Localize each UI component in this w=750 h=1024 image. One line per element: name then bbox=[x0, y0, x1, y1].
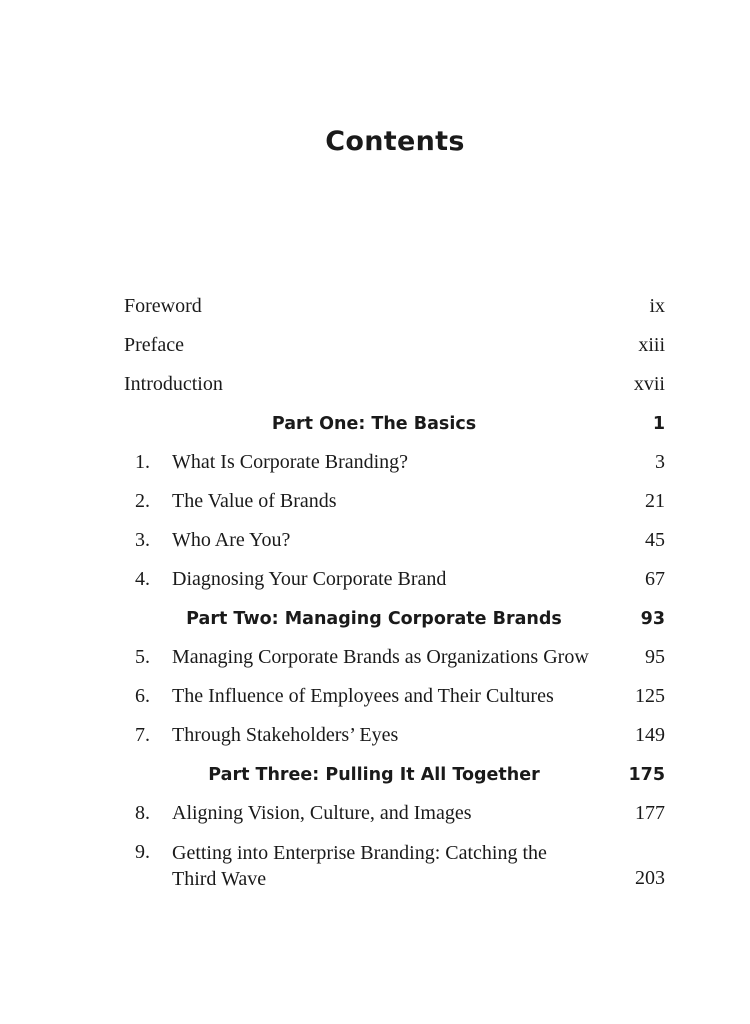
chapter-number: 1. bbox=[135, 451, 150, 473]
toc-entry-introduction[interactable] bbox=[124, 365, 665, 404]
chapter-number: 8. bbox=[135, 802, 150, 824]
entry-page-number: xvii bbox=[633, 373, 665, 395]
chapter-number: 3. bbox=[135, 529, 150, 551]
toc-part-heading-two[interactable] bbox=[124, 599, 665, 638]
entry-label: Foreword bbox=[124, 295, 202, 317]
toc-part-heading-three[interactable] bbox=[124, 755, 665, 794]
entry-label: Introduction bbox=[124, 373, 223, 395]
chapter-number: 9. bbox=[135, 841, 150, 863]
toc-part-heading-one[interactable] bbox=[124, 404, 665, 443]
toc-chapter-7[interactable] bbox=[124, 716, 665, 755]
chapter-page-number: 125 bbox=[635, 685, 665, 707]
chapter-title: Through Stakeholders’ Eyes bbox=[172, 724, 399, 746]
chapter-title: What Is Corporate Branding? bbox=[172, 451, 409, 473]
toc-chapter-2[interactable] bbox=[124, 482, 665, 521]
toc-entry-preface[interactable] bbox=[124, 326, 665, 365]
chapter-page-number: 3 bbox=[655, 451, 665, 473]
chapter-title: Who Are You? bbox=[172, 529, 291, 551]
chapter-number: 6. bbox=[135, 685, 150, 707]
chapter-title: Getting into Enterprise Branding: Catching the Third Wave bbox=[172, 842, 547, 890]
toc-chapter-5[interactable] bbox=[124, 638, 665, 677]
toc-chapter-1[interactable] bbox=[124, 443, 665, 482]
chapter-title: The Value of Brands bbox=[172, 490, 337, 512]
part-label: Part Two: Managing Corporate Brands bbox=[186, 609, 562, 629]
part-page-number: 175 bbox=[628, 765, 665, 785]
chapter-page-number: 21 bbox=[645, 490, 665, 512]
toc-chapter-3[interactable] bbox=[124, 521, 665, 560]
part-page-number: 1 bbox=[652, 414, 665, 434]
chapter-page-number: 67 bbox=[645, 568, 665, 590]
table-of-contents bbox=[124, 287, 665, 899]
chapter-page-number: 95 bbox=[645, 646, 665, 668]
page-title: Contents bbox=[325, 126, 465, 157]
entry-label: Preface bbox=[124, 334, 184, 356]
chapter-title: Managing Corporate Brands as Organizations Grow bbox=[172, 646, 589, 668]
toc-entry-foreword[interactable] bbox=[124, 287, 665, 326]
chapter-number: 7. bbox=[135, 724, 150, 746]
chapter-page-number: 45 bbox=[645, 529, 665, 551]
toc-chapter-9[interactable] bbox=[124, 833, 665, 899]
entry-page-number: xiii bbox=[638, 334, 665, 356]
chapter-number: 4. bbox=[135, 568, 150, 590]
part-label: Part One: The Basics bbox=[271, 414, 477, 434]
toc-chapter-4[interactable] bbox=[124, 560, 665, 599]
chapter-page-number: 203 bbox=[635, 867, 665, 889]
chapter-title: Diagnosing Your Corporate Brand bbox=[172, 568, 447, 590]
chapter-number: 2. bbox=[135, 490, 150, 512]
chapter-title: The Influence of Employees and Their Cultures bbox=[172, 685, 554, 707]
chapter-number: 5. bbox=[135, 646, 150, 668]
part-page-number: 93 bbox=[640, 609, 665, 629]
chapter-page-number: 149 bbox=[635, 724, 665, 746]
entry-page-number: ix bbox=[649, 295, 665, 317]
chapter-page-number: 177 bbox=[635, 802, 665, 824]
chapter-title: Aligning Vision, Culture, and Images bbox=[172, 802, 472, 824]
toc-chapter-8[interactable] bbox=[124, 794, 665, 833]
part-label: Part Three: Pulling It All Together bbox=[208, 765, 540, 785]
toc-chapter-6[interactable] bbox=[124, 677, 665, 716]
